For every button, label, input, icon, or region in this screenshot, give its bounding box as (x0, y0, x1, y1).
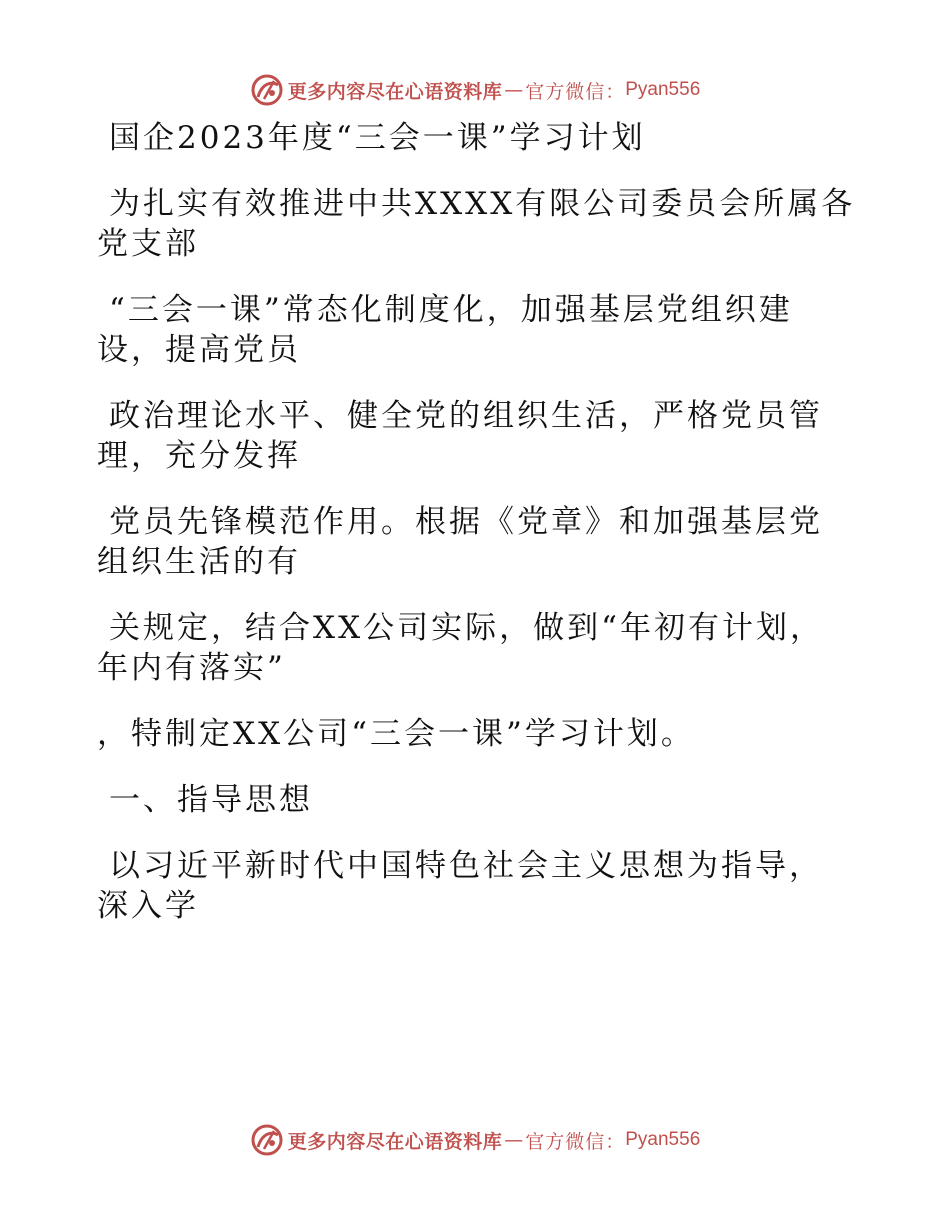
body-line: 党支部 (97, 226, 199, 262)
body-line: 年内有落实” (97, 650, 286, 686)
brand-logo-icon (250, 73, 284, 107)
watermark-dash: — (504, 1129, 524, 1151)
body-line: 关规定，结合XX公司实际，做到“年初有计划， (109, 610, 824, 646)
document-body (97, 118, 867, 926)
watermark-label: 官方微信： (525, 1130, 626, 1153)
body-line: “三会一课”常态化制度化，加强基层党组织建 (109, 292, 793, 328)
body-line: 以习近平新时代中国特色社会主义思想为指导， (109, 848, 823, 884)
body-line: ，特制定XX公司“三会一课”学习计划。 (97, 716, 695, 752)
watermark-id: Pyan556 (625, 79, 701, 100)
body-line: 组织生活的有 (97, 544, 301, 580)
body-line: 为扎实有效推进中共XXXX有限公司委员会所属各 (109, 186, 856, 222)
body-line: 党员先锋模范作用。根据《党章》和加强基层党 (109, 504, 823, 540)
watermark-header (0, 70, 950, 110)
brand-logo-icon (250, 1123, 284, 1157)
section-heading: 一、指导思想 (109, 782, 313, 818)
watermark-text: 更多内容尽在心语资料库 (287, 80, 503, 103)
document-title: 国企2023年度“三会一课”学习计划 (109, 120, 646, 156)
body-line: 政治理论水平、健全党的组织生活，严格党员管 (109, 398, 823, 434)
watermark-label: 官方微信： (525, 80, 626, 103)
watermark-id: Pyan556 (625, 1129, 701, 1150)
body-line: 深入学 (97, 888, 199, 924)
watermark-text: 更多内容尽在心语资料库 (287, 1130, 503, 1153)
body-line: 设，提高党员 (97, 332, 301, 368)
watermark-dash: — (504, 79, 524, 101)
body-line: 理，充分发挥 (97, 438, 301, 474)
watermark-footer (0, 1120, 950, 1160)
